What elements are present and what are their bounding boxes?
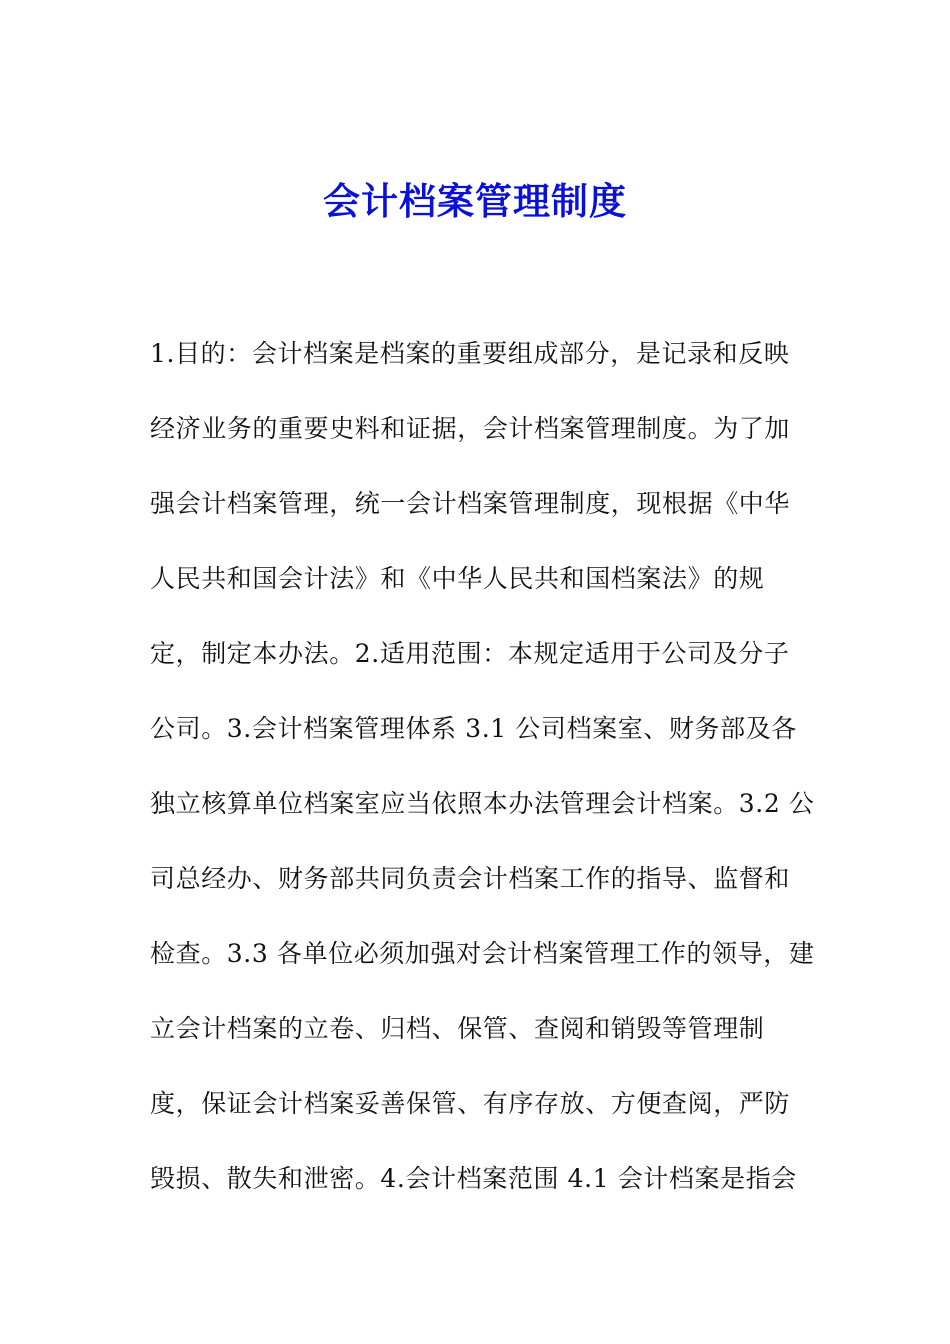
body-line: 经济业务的重要史料和证据，会计档案管理制度。为了加	[150, 414, 791, 443]
body-line: 毁损、散失和泄密。4.会计档案范围 4.1 会计档案是指会	[150, 1164, 797, 1193]
body-line: 度，保证会计档案妥善保管、有序存放、方便查阅，严防	[150, 1089, 791, 1118]
document-body	[150, 332, 815, 1232]
document-title: 会计档案管理制度	[323, 180, 627, 223]
body-line: 定，制定本办法。2.适用范围：本规定适用于公司及分子	[150, 639, 790, 668]
body-line: 1.目的：会计档案是档案的重要组成部分，是记录和反映	[150, 339, 790, 368]
body-line: 独立核算单位档案室应当依照本办法管理会计档案。3.2 公	[150, 789, 815, 818]
body-line: 检查。3.3 各单位必须加强对会计档案管理工作的领导，建	[150, 939, 815, 968]
body-line: 人民共和国会计法》和《中华人民共和国档案法》的规	[150, 564, 765, 593]
body-line: 强会计档案管理，统一会计档案管理制度，现根据《中华	[150, 489, 791, 518]
body-line: 司总经办、财务部共同负责会计档案工作的指导、监督和	[150, 864, 791, 893]
body-line: 立会计档案的立卷、归档、保管、查阅和销毁等管理制	[150, 1014, 765, 1043]
body-line: 公司。3.会计档案管理体系 3.1 公司档案室、财务部及各	[150, 714, 797, 743]
